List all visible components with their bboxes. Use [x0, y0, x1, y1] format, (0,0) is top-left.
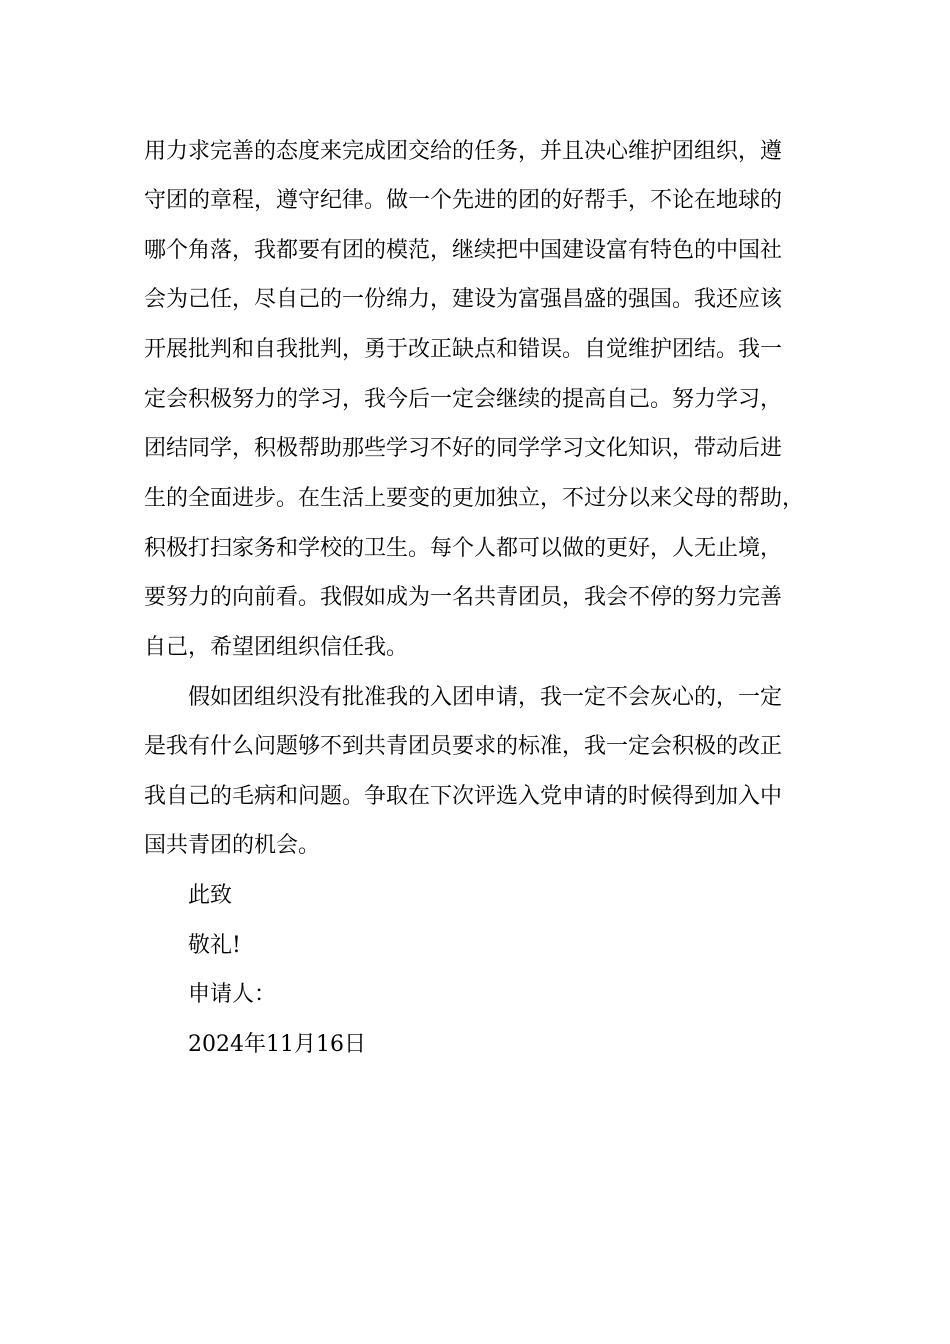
paragraph-line: 自己，希望团组织信任我。	[144, 635, 409, 660]
paragraph-line: 会为己任，尽自己的一份绵力，建设为富强昌盛的强国。我还应该	[144, 287, 783, 312]
paragraph-line: 是我有什么问题够不到共青团员要求的标准，我一定会积极的改正	[144, 734, 783, 759]
paragraph-line: 团结同学，积极帮助那些学习不好的同学学习文化知识，带动后进	[144, 436, 783, 461]
paragraph-line: 定会积极努力的学习，我今后一定会继续的提高自己。努力学习，	[144, 387, 783, 412]
paragraph-line: 开展批判和自我批判，勇于改正缺点和错误。自觉维护团结。我一	[144, 337, 783, 362]
paragraph-line: 哪个角落，我都要有团的模范，继续把中国建设富有特色的中国社	[144, 238, 783, 263]
paragraph-line: 守团的章程，遵守纪律。做一个先进的团的好帮手，不论在地球的	[144, 188, 783, 213]
paragraph-line: 假如团组织没有批准我的入团申请，我一定不会灰心的，一定	[188, 685, 783, 710]
salutation: 此致	[188, 883, 233, 908]
paragraph-line: 用力求完善的态度来完成团交给的任务，并且决心维护团组织，遵	[144, 139, 783, 164]
document-date: 2024年11月16日	[188, 1032, 366, 1057]
paragraph-line: 生的全面进步。在生活上要变的更加独立，不过分以来父母的帮助，	[144, 486, 805, 511]
paragraph-line: 积极打扫家务和学校的卫生。每个人都可以做的更好，人无止境，	[144, 536, 783, 561]
paragraph-line: 要努力的向前看。我假如成为一名共青团员，我会不停的努力完善	[144, 585, 783, 610]
paragraph-line: 国共青团的机会。	[144, 833, 321, 858]
respect-closing: 敬礼!	[188, 933, 241, 958]
paragraph-line: 我自己的毛病和问题。争取在下次评选入党申请的时候得到加入中	[144, 784, 783, 809]
applicant-label: 申请人：	[188, 982, 277, 1007]
